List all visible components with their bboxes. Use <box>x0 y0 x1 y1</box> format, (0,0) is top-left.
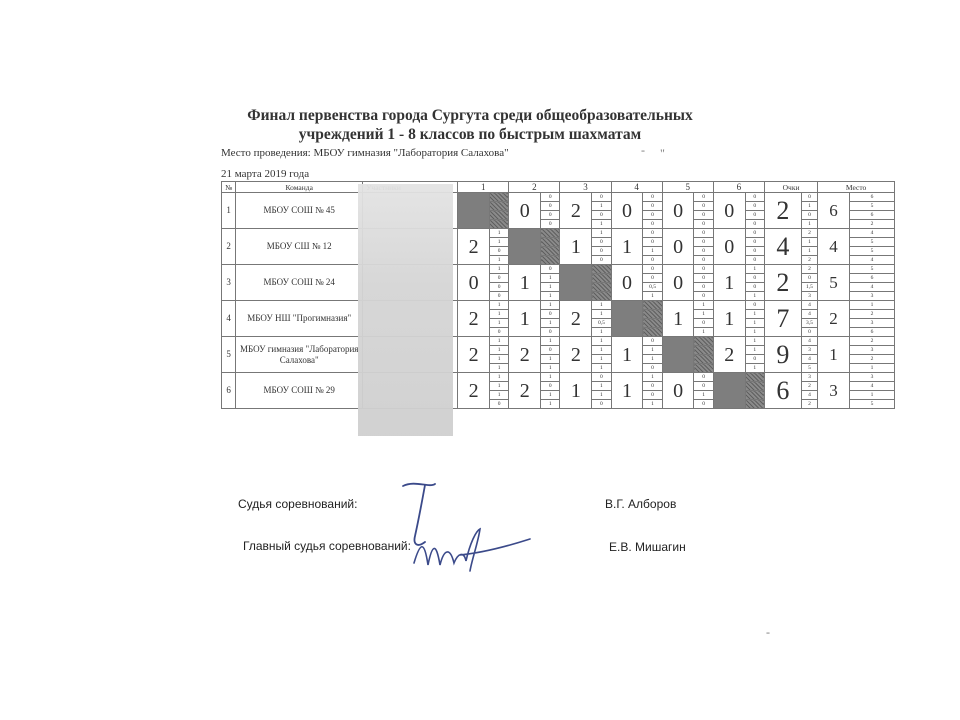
match-score: 2 <box>560 337 592 373</box>
self-match-subcell <box>694 346 713 355</box>
self-match-cell <box>560 265 592 301</box>
board-points: 2 <box>801 229 817 238</box>
board-result: 1 <box>592 346 611 355</box>
header-round-3: 3 <box>560 182 611 193</box>
board-result: 1 <box>489 346 508 355</box>
match-score: 0 <box>458 265 490 301</box>
board-result: 1 <box>489 355 508 364</box>
board-points: 1 <box>801 238 817 247</box>
board-result: 0 <box>489 292 508 301</box>
board-result: 0 <box>745 193 764 202</box>
header-round-1: 1 <box>458 182 509 193</box>
match-score: 0 <box>662 373 694 409</box>
board-place: 6 <box>849 274 894 283</box>
board-result: 1 <box>541 292 560 301</box>
team-points: 2 <box>764 265 801 301</box>
team-points: 9 <box>764 337 801 373</box>
match-score: 2 <box>458 301 490 337</box>
board-result: 0 <box>745 220 764 229</box>
self-match-subcell <box>745 391 764 400</box>
table-row <box>222 265 895 274</box>
board-result: 1 <box>592 355 611 364</box>
self-match-subcell <box>489 211 508 220</box>
board-result: 0 <box>694 373 713 382</box>
board-result: 0,5 <box>643 283 662 292</box>
self-match-subcell <box>694 337 713 346</box>
board-place: 5 <box>849 238 894 247</box>
board-result: 1 <box>489 382 508 391</box>
team-number: 5 <box>222 337 236 373</box>
board-result: 0 <box>745 283 764 292</box>
match-score: 0 <box>662 193 694 229</box>
board-points: 1 <box>801 220 817 229</box>
self-match-subcell <box>745 373 764 382</box>
self-match-subcell <box>643 328 662 337</box>
header-no: № <box>222 182 236 193</box>
redacted-participants-area <box>358 184 453 436</box>
team-number: 6 <box>222 373 236 409</box>
team-points: 4 <box>764 229 801 265</box>
board-result: 0 <box>592 211 611 220</box>
board-result: 1 <box>592 310 611 319</box>
board-result: 0 <box>643 274 662 283</box>
board-result: 1 <box>592 364 611 373</box>
board-result: 1 <box>489 229 508 238</box>
board-result: 0 <box>694 211 713 220</box>
board-place: 1 <box>849 391 894 400</box>
team-place: 1 <box>818 337 850 373</box>
board-result: 0 <box>541 346 560 355</box>
board-result: 1 <box>541 400 560 409</box>
board-place: 2 <box>849 220 894 229</box>
board-result: 0 <box>489 247 508 256</box>
board-points: 0 <box>801 211 817 220</box>
board-result: 1 <box>643 247 662 256</box>
table-row <box>222 373 895 382</box>
board-result: 0 <box>694 256 713 265</box>
board-result: 1 <box>541 337 560 346</box>
board-result: 0 <box>489 400 508 409</box>
team-place: 2 <box>818 301 850 337</box>
team-number: 4 <box>222 301 236 337</box>
venue-text: Место проведения: МБОУ гимназия "Лаборатория Салахова" <box>221 147 509 159</box>
match-score: 1 <box>509 301 541 337</box>
board-points: 2 <box>801 256 817 265</box>
board-result: 1 <box>592 301 611 310</box>
self-match-subcell <box>592 265 611 274</box>
match-score: 2 <box>560 193 592 229</box>
board-result: 1 <box>592 391 611 400</box>
board-points: 2 <box>801 382 817 391</box>
board-result: 0 <box>541 265 560 274</box>
board-result: 1 <box>643 292 662 301</box>
board-result: 1 <box>541 391 560 400</box>
team-name: МБОУ СОШ № 24 <box>236 265 363 301</box>
self-match-subcell <box>541 238 560 247</box>
board-result: 0 <box>694 238 713 247</box>
chief-judge-label: Главный судья соревнований: <box>243 539 411 553</box>
board-result: 0 <box>643 337 662 346</box>
team-place: 4 <box>818 229 850 265</box>
board-result: 1 <box>745 310 764 319</box>
board-result: 1 <box>745 328 764 337</box>
board-result: 0 <box>643 193 662 202</box>
judge-name: В.Г. Алборов <box>605 497 677 511</box>
board-result: 1 <box>694 391 713 400</box>
match-score: 0 <box>611 265 643 301</box>
match-score: 1 <box>611 373 643 409</box>
board-result: 0 <box>592 238 611 247</box>
match-score: 1 <box>509 265 541 301</box>
ink-mark-1: - <box>641 143 645 157</box>
match-score: 2 <box>560 301 592 337</box>
board-result: 1 <box>489 373 508 382</box>
board-result: 1 <box>541 283 560 292</box>
ink-mark-3: - <box>766 625 770 639</box>
board-result: 0 <box>643 229 662 238</box>
board-result: 1 <box>694 328 713 337</box>
board-points: 4 <box>801 301 817 310</box>
match-score: 0 <box>509 193 541 229</box>
board-result: 1 <box>745 337 764 346</box>
board-result: 0 <box>694 400 713 409</box>
match-score: 1 <box>560 229 592 265</box>
board-result: 1 <box>489 310 508 319</box>
board-place: 5 <box>849 265 894 274</box>
table-row <box>222 337 895 346</box>
board-result: 0 <box>541 382 560 391</box>
board-result: 1 <box>643 400 662 409</box>
board-result: 0 <box>643 382 662 391</box>
board-result: 0 <box>694 193 713 202</box>
board-result: 0 <box>541 328 560 337</box>
self-match-subcell <box>694 364 713 373</box>
self-match-subcell <box>592 292 611 301</box>
board-result: 1 <box>592 382 611 391</box>
board-result: 0 <box>745 301 764 310</box>
team-number: 1 <box>222 193 236 229</box>
board-points: 2 <box>801 265 817 274</box>
header-points: Очки <box>764 182 817 193</box>
board-result: 0 <box>592 400 611 409</box>
board-result: 0 <box>745 256 764 265</box>
board-place: 3 <box>849 346 894 355</box>
board-result: 1 <box>489 391 508 400</box>
board-result: 0 <box>694 202 713 211</box>
board-result: 0 <box>694 220 713 229</box>
board-result: 1 <box>694 301 713 310</box>
self-match-subcell <box>643 319 662 328</box>
board-result: 0 <box>592 256 611 265</box>
board-place: 2 <box>849 355 894 364</box>
table-row <box>222 229 895 238</box>
match-score: 1 <box>611 337 643 373</box>
board-place: 5 <box>849 400 894 409</box>
match-score: 1 <box>713 265 745 301</box>
self-match-subcell <box>643 301 662 310</box>
board-result: 0 <box>745 274 764 283</box>
board-result: 1 <box>489 301 508 310</box>
board-points: 4 <box>801 337 817 346</box>
board-result: 0 <box>745 355 764 364</box>
match-score: 0 <box>662 265 694 301</box>
self-match-subcell <box>745 400 764 409</box>
board-place: 1 <box>849 364 894 373</box>
team-name: МБОУ НШ "Прогимназия" <box>236 301 363 337</box>
board-result: 0 <box>489 283 508 292</box>
board-result: 0 <box>489 328 508 337</box>
team-points: 2 <box>764 193 801 229</box>
team-place: 6 <box>818 193 850 229</box>
header-row <box>222 182 895 193</box>
board-result: 1 <box>489 364 508 373</box>
title-line-1: Финал первенства города Сургута среди общеобразовательных <box>247 107 693 124</box>
board-result: 0 <box>489 274 508 283</box>
board-result: 0 <box>541 202 560 211</box>
board-result: 0 <box>745 211 764 220</box>
board-place: 5 <box>849 202 894 211</box>
board-result: 0 <box>643 391 662 400</box>
header-round-5: 5 <box>662 182 713 193</box>
board-result: 1 <box>541 274 560 283</box>
board-place: 6 <box>849 211 894 220</box>
board-result: 0 <box>694 247 713 256</box>
board-result: 1 <box>489 337 508 346</box>
board-result: 0 <box>643 211 662 220</box>
title-line-2: учреждений 1 - 8 классов по быстрым шахматам <box>298 126 642 143</box>
match-score: 2 <box>458 337 490 373</box>
board-points: 5 <box>801 364 817 373</box>
team-points: 7 <box>764 301 801 337</box>
board-result: 1 <box>541 364 560 373</box>
self-match-subcell <box>541 247 560 256</box>
board-result: 0 <box>694 274 713 283</box>
board-result: 0 <box>643 220 662 229</box>
match-score: 1 <box>560 373 592 409</box>
team-number: 3 <box>222 265 236 301</box>
header-round-4: 4 <box>611 182 662 193</box>
board-points: 4 <box>801 391 817 400</box>
board-result: 1 <box>489 256 508 265</box>
signature-chief-judge-image <box>410 525 535 575</box>
board-result: 0 <box>643 256 662 265</box>
board-result: 0 <box>541 193 560 202</box>
team-place: 3 <box>818 373 850 409</box>
self-match-cell <box>458 193 490 229</box>
board-result: 1 <box>745 265 764 274</box>
board-result: 1 <box>489 238 508 247</box>
board-result: 0 <box>643 364 662 373</box>
board-place: 6 <box>849 193 894 202</box>
board-points: 4 <box>801 310 817 319</box>
match-score: 0 <box>713 229 745 265</box>
board-points: 2 <box>801 400 817 409</box>
board-result: 0 <box>643 238 662 247</box>
board-points: 3 <box>801 292 817 301</box>
board-points: 0 <box>801 193 817 202</box>
self-match-subcell <box>694 355 713 364</box>
board-result: 0 <box>745 229 764 238</box>
board-result: 1 <box>745 292 764 301</box>
match-score: 1 <box>713 301 745 337</box>
self-match-subcell <box>592 283 611 292</box>
board-place: 4 <box>849 283 894 292</box>
board-result: 0,5 <box>592 319 611 328</box>
board-result: 1 <box>592 220 611 229</box>
board-points: 3,5 <box>801 319 817 328</box>
board-place: 4 <box>849 229 894 238</box>
board-points: 0 <box>801 274 817 283</box>
self-match-subcell <box>489 193 508 202</box>
board-result: 1 <box>489 319 508 328</box>
board-result: 1 <box>541 373 560 382</box>
self-match-subcell <box>541 229 560 238</box>
board-points: 3 <box>801 346 817 355</box>
board-result: 0 <box>694 283 713 292</box>
self-match-cell <box>662 337 694 373</box>
self-match-cell <box>509 229 541 265</box>
board-result: 1 <box>745 319 764 328</box>
judge-label: Судья соревнований: <box>238 497 358 511</box>
match-score: 2 <box>509 373 541 409</box>
board-result: 1 <box>489 265 508 274</box>
self-match-subcell <box>489 202 508 211</box>
board-result: 1 <box>745 346 764 355</box>
board-result: 0 <box>643 265 662 274</box>
team-name: МБОУ СОШ № 45 <box>236 193 363 229</box>
board-result: 0 <box>745 247 764 256</box>
self-match-subcell <box>592 274 611 283</box>
board-result: 0 <box>745 238 764 247</box>
board-result: 1 <box>694 310 713 319</box>
team-name: МБОУ СОШ № 29 <box>236 373 363 409</box>
board-result: 1 <box>592 229 611 238</box>
ink-mark-2: " <box>660 146 665 160</box>
board-result: 1 <box>541 319 560 328</box>
match-score: 2 <box>509 337 541 373</box>
board-points: 4 <box>801 355 817 364</box>
match-score: 2 <box>458 373 490 409</box>
board-result: 0 <box>643 202 662 211</box>
board-result: 0 <box>694 265 713 274</box>
board-points: 1 <box>801 202 817 211</box>
self-match-subcell <box>489 220 508 229</box>
team-number: 2 <box>222 229 236 265</box>
board-result: 0 <box>694 319 713 328</box>
board-result: 0 <box>541 310 560 319</box>
board-result: 0 <box>541 211 560 220</box>
header-round-6: 6 <box>713 182 764 193</box>
board-result: 1 <box>745 364 764 373</box>
self-match-cell <box>611 301 643 337</box>
match-score: 2 <box>458 229 490 265</box>
board-place: 3 <box>849 292 894 301</box>
board-result: 0 <box>694 382 713 391</box>
board-result: 0 <box>694 229 713 238</box>
board-points: 3 <box>801 373 817 382</box>
board-result: 1 <box>643 355 662 364</box>
board-result: 0 <box>745 202 764 211</box>
team-points: 6 <box>764 373 801 409</box>
table-row <box>222 301 895 310</box>
board-result: 1 <box>592 328 611 337</box>
document-title <box>230 106 710 144</box>
board-result: 0 <box>694 292 713 301</box>
match-score: 2 <box>713 337 745 373</box>
team-place: 5 <box>818 265 850 301</box>
header-place: Место <box>818 182 895 193</box>
self-match-subcell <box>745 382 764 391</box>
board-result: 1 <box>592 202 611 211</box>
self-match-cell <box>713 373 745 409</box>
results-table <box>221 181 895 409</box>
team-name: МБОУ СШ № 12 <box>236 229 363 265</box>
self-match-subcell <box>643 310 662 319</box>
date-text: 21 марта 2019 года <box>221 168 310 180</box>
board-points: 1,5 <box>801 283 817 292</box>
chief-judge-name: Е.В. Мишагин <box>609 540 686 554</box>
board-place: 3 <box>849 373 894 382</box>
header-team: Команда <box>236 182 363 193</box>
self-match-subcell <box>541 256 560 265</box>
board-result: 1 <box>643 373 662 382</box>
board-result: 0 <box>592 373 611 382</box>
board-points: 1 <box>801 247 817 256</box>
board-place: 4 <box>849 382 894 391</box>
board-result: 1 <box>643 346 662 355</box>
board-result: 0 <box>592 247 611 256</box>
table-row <box>222 193 895 202</box>
board-place: 5 <box>849 247 894 256</box>
board-place: 3 <box>849 319 894 328</box>
match-score: 0 <box>713 193 745 229</box>
match-score: 0 <box>662 229 694 265</box>
board-result: 0 <box>541 220 560 229</box>
match-score: 1 <box>611 229 643 265</box>
board-place: 6 <box>849 328 894 337</box>
board-result: 0 <box>592 193 611 202</box>
team-name: МБОУ гимназия "Лаборатория Салахова" <box>236 337 363 373</box>
board-points: 0 <box>801 328 817 337</box>
match-score: 1 <box>662 301 694 337</box>
header-round-2: 2 <box>509 182 560 193</box>
board-result: 1 <box>541 301 560 310</box>
board-result: 1 <box>541 355 560 364</box>
board-place: 4 <box>849 256 894 265</box>
match-score: 0 <box>611 193 643 229</box>
board-result: 1 <box>592 337 611 346</box>
board-place: 2 <box>849 310 894 319</box>
board-place: 1 <box>849 301 894 310</box>
board-place: 2 <box>849 337 894 346</box>
